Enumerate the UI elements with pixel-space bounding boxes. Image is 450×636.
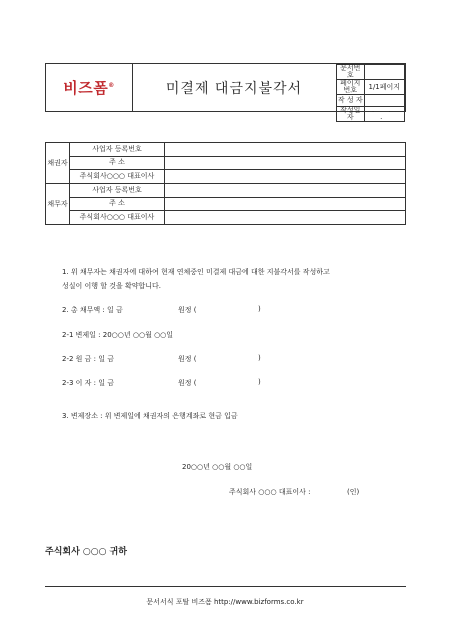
meta-row (337, 106, 405, 121)
table-row (46, 156, 406, 170)
total-debt-won: 원정 ( (178, 306, 197, 314)
repayment-place: 3. 변제장소 : 위 변제일에 채권자의 은행계좌로 현금 입금 (62, 412, 238, 420)
meta-value (364, 95, 404, 107)
meta-label: 페이지번호 (337, 80, 365, 95)
principal-won: 원정 ( (178, 355, 197, 363)
meta-value (364, 65, 404, 80)
interest-close: ) (258, 378, 261, 386)
paragraph-1-line-2: 성실이 이행 할 것을 확약합니다. (62, 282, 162, 290)
total-debt-close: ) (258, 305, 261, 313)
meta-value: . . . (364, 106, 404, 121)
creditor-role-label: 채권자 (46, 143, 70, 184)
logo-cell (46, 64, 133, 111)
signer-label: 주식회사 ○○○ 대표이사 : (229, 488, 311, 496)
field-label: 사업자 등록번호 (70, 143, 165, 157)
recipient: 주식회사 ○○○ 귀하 (45, 547, 127, 557)
principal-label: 2-2 원 금 : 일 금 (62, 355, 114, 363)
principal-close: ) (258, 354, 261, 362)
field-value[interactable] (165, 156, 406, 170)
field-label: 주 소 (70, 156, 165, 170)
total-debt-label: 2. 총 채무액 : 일 금 (62, 306, 123, 314)
interest-label: 2-3 이 자 : 일 금 (62, 379, 114, 387)
table-row (46, 184, 406, 198)
field-label: 주식회사○○○ 대표이사 (70, 211, 165, 225)
meta-value: 1/1페이지 (364, 80, 404, 95)
meta-label: 작 성 자 (337, 95, 365, 107)
interest-won: 원정 ( (178, 379, 197, 387)
field-value[interactable] (165, 184, 406, 198)
bizforms-logo: 비즈폼® (63, 79, 115, 97)
meta-label: 작성일자 (337, 106, 365, 121)
meta-row (337, 65, 405, 80)
meta-table (336, 64, 405, 122)
field-label: 주식회사○○○ 대표이사 (70, 170, 165, 184)
table-row (46, 170, 406, 184)
seal-mark: (인) (347, 488, 360, 496)
document-date: 20○○년 ○○월 ○○일 (182, 463, 253, 471)
footer-divider (45, 586, 406, 587)
table-row (46, 211, 406, 225)
document-title: 미결제 대금지불각서 (165, 80, 303, 97)
title-cell (132, 64, 337, 111)
field-value[interactable] (165, 211, 406, 225)
document-meta (336, 64, 405, 121)
repayment-date: 2-1 변제일 : 20○○년 ○○월 ○○일 (62, 331, 174, 339)
field-label: 주 소 (70, 197, 165, 211)
table-row (46, 197, 406, 211)
field-label: 사업자 등록번호 (70, 184, 165, 198)
paragraph-1-line-1: 1. 위 채무자는 채권자에 대하여 현재 연체중인 미결제 대금에 대한 지불각서를 작성하고 (62, 268, 330, 276)
parties-table (45, 142, 406, 225)
footer-text: 문서서식 포탈 비즈폼 http://www.bizforms.co.kr (146, 598, 304, 606)
field-value[interactable] (165, 143, 406, 157)
debtor-role-label: 채무자 (46, 184, 70, 225)
meta-row (337, 80, 405, 95)
table-row (46, 143, 406, 157)
field-value[interactable] (165, 170, 406, 184)
meta-row (337, 95, 405, 107)
document-header (45, 63, 406, 121)
meta-label: 문서번호 (337, 65, 365, 80)
field-value[interactable] (165, 197, 406, 211)
